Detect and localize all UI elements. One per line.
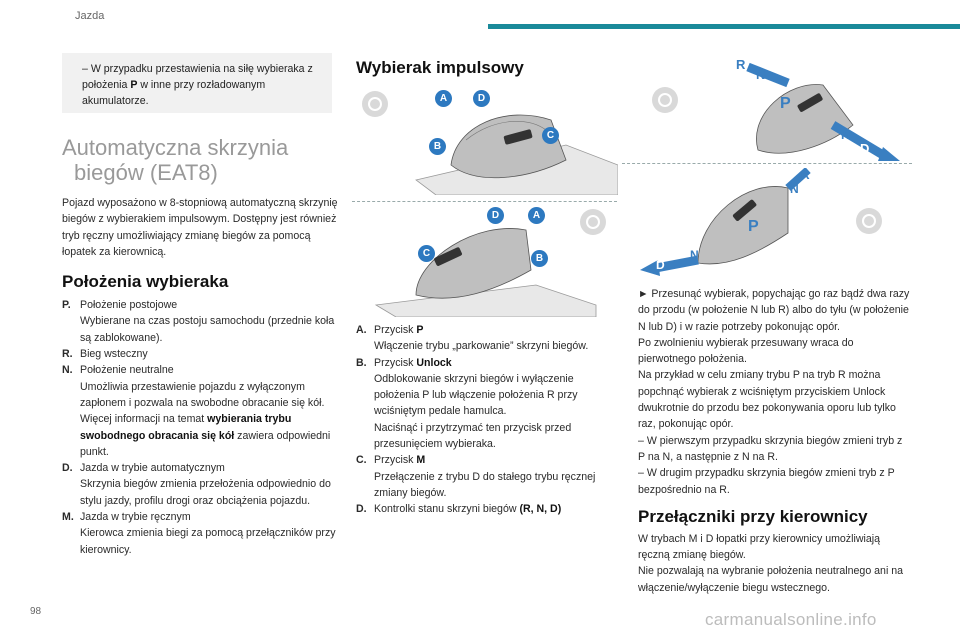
letter-n: N	[841, 127, 851, 142]
case-one: – W pierwszym przypadku skrzynia biegów zmieni tryb z P na N, a następnie z N na R.	[638, 434, 903, 463]
badge-c: C	[542, 127, 559, 144]
position-desc: Skrzynia biegów zmienia przełożenia odpowiednio do stylu jazdy, profilu drogi oraz obciążenia pojazdu.	[80, 478, 331, 507]
letter-p: P	[748, 218, 759, 235]
position-key: R.	[62, 348, 73, 361]
case-two: – W drugim przypadku skrzynia biegów zmieni tryb z P bezpośrednio na R.	[638, 467, 895, 496]
position-key: N.	[62, 364, 73, 377]
header-accent-bar	[488, 24, 960, 29]
letter-n: N	[690, 248, 699, 262]
badge-d: D	[487, 207, 504, 224]
item-a	[356, 322, 616, 355]
item-key: D.	[356, 503, 367, 516]
position-desc: Kierowca zmienia biegi za pomocą przełączników przy kierownicy.	[80, 527, 336, 556]
badge-a: A	[435, 90, 452, 107]
see-more-suffix: zawiera odpowiedni punkt.	[80, 429, 331, 458]
item-label: Przycisk	[374, 356, 417, 369]
left-column	[62, 135, 342, 558]
item-desc: Przełączenie z trybu D do stałego trybu ręcznej zmiany biegów.	[374, 470, 596, 499]
position-r	[62, 346, 342, 362]
note-bold-p: P	[130, 79, 138, 91]
paddles-paragraph: W trybach M i D łopatki przy kierownicy umożliwiają ręczną zmianę biegów.	[638, 532, 880, 562]
position-desc: Wybierane na czas postoju samochodu (przednie koła są zablokowane).	[80, 315, 335, 344]
letter-n: N	[790, 182, 799, 196]
item-desc-2: Naciśnąć i przytrzymać ten przycisk przed przesunięciem wybieraka.	[374, 421, 572, 451]
positions-heading: Położenia wybieraka	[62, 272, 229, 292]
example-paragraph: Na przykład w celu zmiany trybu P na tryb R można popchnąć wybierak z wciśniętym przyciskiem Unlock dwukrotnie do przodu bez pokonywania oporu lub tylko raz, pokonując opór.	[638, 369, 896, 431]
right-column-text	[638, 286, 910, 596]
item-desc: Odblokowanie skrzyni biegów i wyłączenie położenia P lub włączenie położenia R przy wciśniętym pedale hamulca.	[374, 372, 578, 418]
figure-separator	[622, 163, 912, 164]
item-label-bold: (R, N, D)	[519, 503, 562, 516]
item-label-bold: P	[416, 324, 424, 336]
item-key: B.	[356, 356, 367, 369]
badge-b: B	[531, 250, 548, 267]
selector-shift-drawing	[638, 168, 908, 280]
badge-b: B	[429, 138, 446, 155]
selector-heading: Wybierak impulsowy	[356, 58, 524, 77]
release-paragraph: Po zwolnieniu wybierak przesuwany wraca do pierwotnego położenia.	[638, 336, 854, 366]
selector-illustration-top	[356, 85, 618, 195]
position-name: Jazda w trybie automatycznym	[80, 462, 225, 475]
position-name: Położenie postojowe	[80, 299, 178, 312]
paddles-heading: Przełączniki przy kierownicy	[638, 506, 868, 526]
position-desc: Umożliwia przestawienie pojazdu z wyłączonym zapłonem i pozwala na swobodne obracanie się kół.	[80, 380, 325, 409]
position-m	[62, 509, 342, 558]
item-label: Przycisk	[374, 324, 417, 336]
intro-paragraph: Pojazd wyposażono w 8-stopniową automatyczną skrzynię biegów z wybierakiem impulsowym. Dostępny jest również tryb ręczny umożliwiający zmianę biegów za pomocą łopatek za kierownicą.	[62, 197, 338, 258]
letter-d: D	[860, 141, 870, 156]
item-b	[356, 355, 616, 453]
item-label-bold: Unlock	[416, 356, 452, 369]
figure-separator	[352, 201, 617, 202]
section-title	[62, 135, 342, 185]
running-header: Jazda	[75, 10, 105, 22]
paddles-paragraph-2: Nie pozwalają na wybranie położenia neutralnego ani na włączenie/wyłączenie biegu wstecznego.	[638, 565, 904, 594]
position-key: M.	[62, 511, 74, 524]
item-label: Przycisk	[374, 454, 417, 467]
see-more-text: Więcej informacji na temat	[80, 413, 208, 426]
watermark: carmanualsonline.info	[705, 610, 877, 629]
position-d	[62, 460, 342, 509]
letter-p: P	[780, 95, 791, 112]
position-n	[62, 362, 342, 460]
badge-c: C	[418, 245, 435, 262]
item-label-bold: M	[416, 454, 426, 467]
letter-r: R	[736, 57, 746, 72]
section-title-line1: Automatyczna skrzynia	[62, 135, 289, 160]
letter-d: D	[656, 258, 665, 272]
position-p	[62, 297, 342, 346]
position-name: Bieg wsteczny	[80, 348, 148, 361]
note-box	[62, 53, 332, 113]
shift-diagram-top	[638, 55, 908, 165]
letter-r: R	[801, 168, 810, 182]
position-name: Położenie neutralne	[80, 364, 174, 377]
selector-illustration-bottom	[356, 205, 618, 317]
item-d	[356, 501, 616, 517]
instruction-paragraph: ► Przesunąć wybierak, popychając go raz bądź dwa razy do przodu (w położenie N lub R) albo do tyłu (w położenie N lub D) i w razie potrzeby pokonując opór.	[638, 288, 910, 333]
page-number: 98	[30, 606, 42, 617]
middle-column-text	[356, 322, 616, 518]
note-text-2: w inne przy rozładowanym akumulatorze.	[82, 79, 266, 107]
badge-d: D	[473, 90, 490, 107]
gear-selector-drawing	[356, 205, 618, 317]
section-title-line2: biegów (EAT8)	[74, 160, 218, 185]
note-text-1: – W przypadku przestawienia na siłę wybieraka z położenia	[82, 63, 313, 91]
position-key: P.	[62, 299, 71, 312]
item-key: A.	[356, 324, 367, 336]
item-c	[356, 452, 616, 501]
item-label: Kontrolki stanu skrzyni biegów	[374, 503, 520, 516]
see-more-link: wybierania trybu swobodnego obracania się kół	[80, 413, 292, 442]
item-desc: Włączenie trybu „parkowanie” skrzyni biegów.	[374, 340, 589, 353]
letter-n: N	[756, 67, 766, 82]
position-name: Jazda w trybie ręcznym	[80, 511, 191, 524]
position-key: D.	[62, 462, 73, 475]
shift-diagram-bottom	[638, 168, 908, 280]
item-key: C.	[356, 454, 367, 467]
badge-a: A	[528, 207, 545, 224]
